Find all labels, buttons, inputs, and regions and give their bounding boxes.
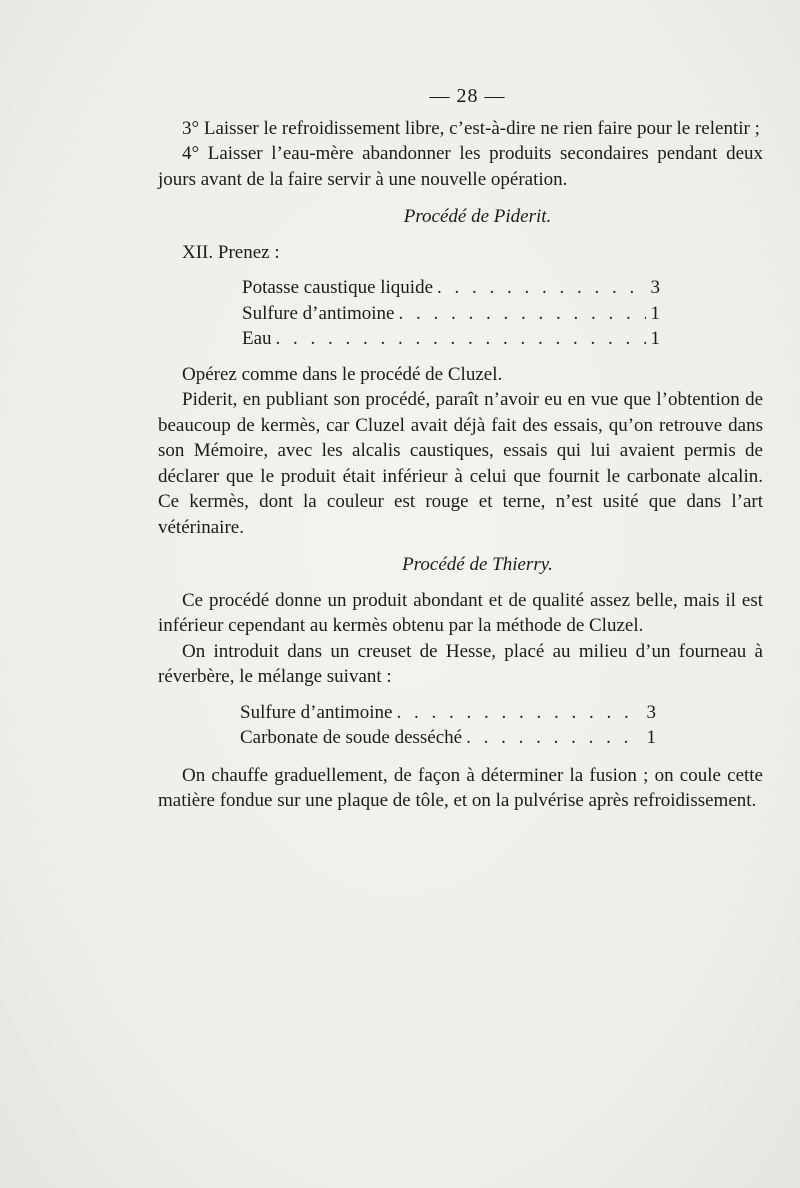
paragraph-thierry-method: On introduit dans un creuset de Hesse, placé au milieu d’un fourneau à réverbère, le mélange suivant : — [158, 640, 763, 687]
recipe-item-quantity: 3 — [646, 701, 656, 723]
recipe-item — [240, 700, 656, 726]
recipe-item-name: Carbonate de soude desséché — [240, 727, 463, 748]
recipe-item-name: Sulfure d’antimoine — [242, 302, 395, 324]
paragraph-thierry-intro: Ce procédé donne un produit abondant et de qualité assez belle, mais il est inférieur cependant au kermès obtenu par la méthode de Cluzel. — [158, 589, 763, 636]
recipe-item-name: Sulfure d’antimoine — [240, 701, 393, 723]
dot-leader — [272, 326, 646, 352]
recipe-item-quantity: 3 — [650, 277, 660, 298]
recipe-item-name: Eau — [242, 328, 272, 349]
recipe-item — [240, 725, 656, 751]
page-number: — 28 — — [429, 85, 506, 107]
recipe-item-quantity: 1 — [650, 302, 660, 324]
recipe-item-name: Potasse caustique liquide — [242, 277, 434, 298]
paragraph-operez: Opérez comme dans le procédé de Cluzel. — [182, 363, 503, 385]
recipe-list-piderit — [242, 275, 660, 352]
page-content — [158, 84, 763, 814]
recipe-item — [242, 301, 660, 327]
dot-leader — [395, 301, 647, 327]
paragraph-step-4: 4° Laisser l’eau-mère abandonner les produits secondaires pendant deux jours avant de la faire servir à une nouvelle opération. — [158, 143, 763, 190]
paragraph-step-3: 3° Laisser le refroidissement libre, c’est-à-dire ne rien faire pour le relentir ; — [182, 117, 760, 139]
paragraph-piderit-commentary: Piderit, en publiant son procédé, paraît n’avoir eu en vue que l’obtention de beaucoup de kermès, car Cluzel avait déjà fait des essais, qu’on retrouve dans son Mémoire, avec les alcalis caustiques, essais qui lui avaient permis de déclarer que le produit était inférieur à celui que fournit le carbonate alcalin. Ce kermès, dont la couleur est rouge et terne, n’est usité que dans l’art vétérinaire. — [158, 389, 763, 538]
paragraph-fusion: On chauffe graduellement, de façon à déterminer la fusion ; on coule cette matière fondue sur une plaque de tôle, et on la pulvérise après refroidissement. — [158, 764, 763, 811]
dot-leader — [462, 725, 642, 751]
recipe-item — [242, 275, 660, 301]
section-heading-thierry: Procédé de Thierry. — [402, 554, 553, 575]
section-heading-piderit: Procédé de Piderit. — [403, 206, 552, 227]
recipe-item-quantity: 1 — [650, 328, 660, 349]
recipe-list-thierry — [240, 700, 656, 751]
recipe-item — [242, 326, 660, 352]
dot-leader — [433, 275, 646, 301]
paragraph-prenez: XII. Prenez : — [182, 241, 280, 263]
recipe-item-quantity: 1 — [646, 727, 656, 748]
dot-leader — [393, 700, 643, 726]
